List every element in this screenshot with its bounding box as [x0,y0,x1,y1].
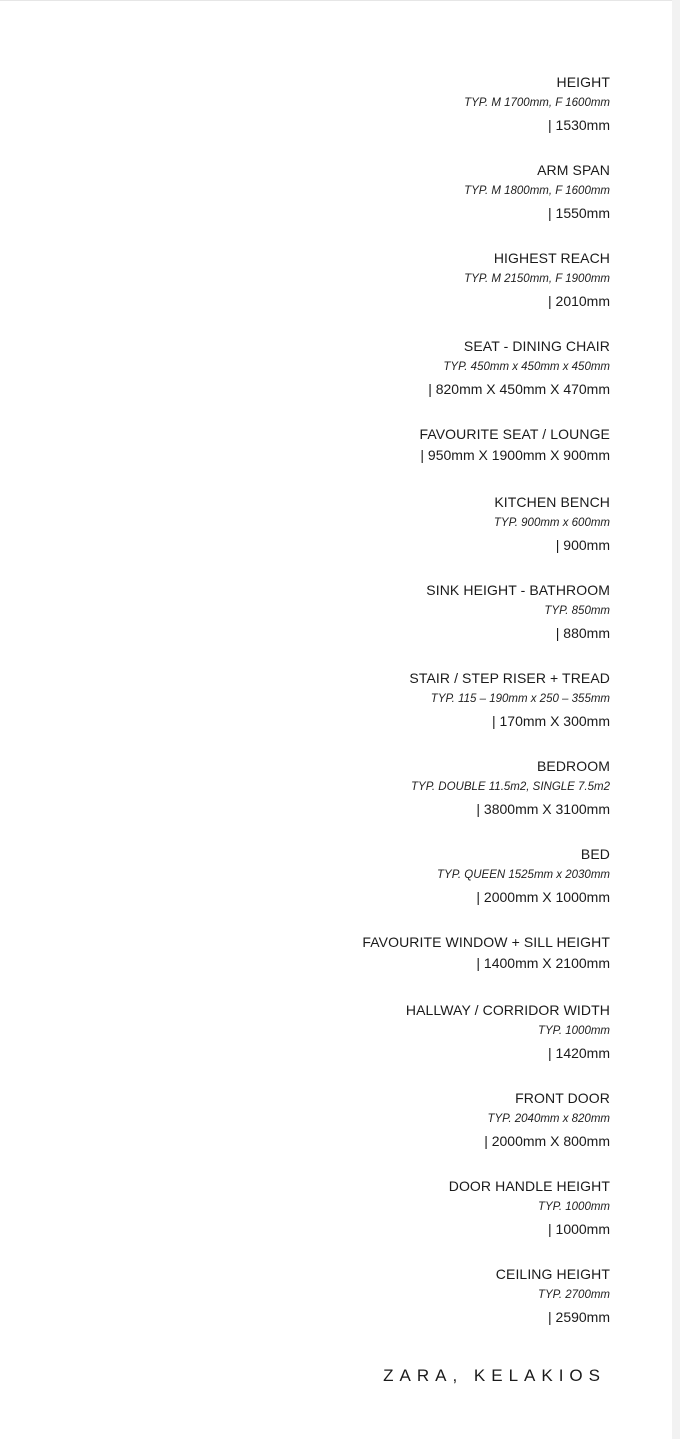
entry-measure: | 1530mm [548,117,610,133]
measurement-entry-favourite-window [210,932,610,1000]
entry-measure: | 950mm X 1900mm X 900mm [420,447,610,463]
entry-typical: TYP. M 1700mm, F 1600mm [464,97,610,109]
entry-measure: | 2590mm [548,1309,610,1325]
measurement-entry-bed [210,844,610,932]
measurement-entry-hallway [210,1000,610,1088]
entry-measure: | 820mm X 450mm X 470mm [428,381,610,397]
entry-label: HALLWAY / CORRIDOR WIDTH [405,1002,610,1018]
entry-measure: | 1000mm [548,1221,610,1237]
entry-label: SEAT - DINING CHAIR [463,338,610,354]
entry-typical: TYP. M 1800mm, F 1600mm [464,185,610,197]
entry-typical: TYP. 450mm x 450mm x 450mm [443,361,610,373]
entry-typical: TYP. 2700mm [537,1289,610,1301]
entry-label: BED [580,846,610,862]
entry-typical: TYP. 115 – 190mm x 250 – 355mm [430,693,610,705]
measurement-entry-dining-chair [210,336,610,424]
entry-label: KITCHEN BENCH [494,494,610,510]
entry-measure: | 1400mm X 2100mm [476,955,610,971]
measurement-entry-stair [210,668,610,756]
entry-label: DOOR HANDLE HEIGHT [448,1178,610,1194]
entry-measure: | 3800mm X 3100mm [476,801,610,817]
entry-typical: TYP. 1000mm [537,1025,610,1037]
author-signature: ZARA, KELAKIOS [383,1366,606,1385]
measurement-entry-door-handle [210,1176,610,1264]
entry-measure: | 2000mm X 1000mm [476,889,610,905]
entry-label: ARM SPAN [537,162,610,178]
entry-measure: | 2010mm [548,293,610,309]
entry-typical: TYP. 900mm x 600mm [493,517,610,529]
entry-label: SINK HEIGHT - BATHROOM [426,582,610,598]
measurement-entry-ceiling-height [210,1264,610,1352]
entry-measure: | 1420mm [548,1045,610,1061]
measurement-entry-bedroom [210,756,610,844]
entry-typical: TYP. 2040mm x 820mm [487,1113,610,1125]
top-border [0,0,672,1]
measurement-entry-highest-reach [210,248,610,336]
entry-label: FAVOURITE WINDOW + SILL HEIGHT [362,934,610,950]
entry-measure: | 1550mm [548,205,610,221]
entry-measure: | 170mm X 300mm [491,713,610,729]
entry-label: CEILING HEIGHT [495,1266,610,1282]
measurement-entry-sink-height [210,580,610,668]
entry-typical: TYP. QUEEN 1525mm x 2030mm [437,869,610,881]
entry-label: HIGHEST REACH [493,250,610,266]
measurement-entry-arm-span [210,160,610,248]
measurement-list [210,72,610,1352]
entry-measure: | 880mm [555,625,610,641]
entry-measure: | 2000mm X 800mm [484,1133,610,1149]
entry-measure: | 900mm [555,537,610,553]
measurement-entry-favourite-seat [210,424,610,492]
right-gutter [672,0,680,1439]
entry-typical: TYP. 850mm [544,605,610,617]
measurement-entry-kitchen-bench [210,492,610,580]
entry-label: FAVOURITE SEAT / LOUNGE [419,426,610,442]
entry-label: STAIR / STEP RISER + TREAD [409,670,610,686]
entry-label: BEDROOM [536,758,610,774]
entry-typical: TYP. M 2150mm, F 1900mm [464,273,610,285]
entry-typical: TYP. 1000mm [537,1201,610,1213]
entry-label: FRONT DOOR [515,1090,610,1106]
entry-label: HEIGHT [556,74,610,90]
measurement-entry-front-door [210,1088,610,1176]
entry-typical: TYP. DOUBLE 11.5m2, SINGLE 7.5m2 [411,781,610,793]
measurement-entry-height [210,72,610,160]
